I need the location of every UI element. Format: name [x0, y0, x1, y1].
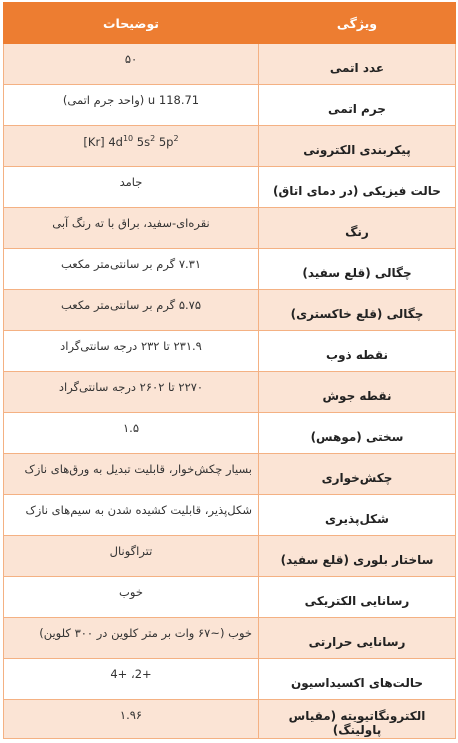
table-row: [4, 536, 456, 577]
property-cell: عدد اتمی: [259, 44, 456, 85]
header-property: ویژگی: [259, 3, 456, 44]
property-cell: حالت‌های اکسیداسیون: [259, 659, 456, 700]
table-row: [4, 495, 456, 536]
description-cell: ۵۰: [4, 44, 259, 85]
property-cell: سختی (موهس): [259, 413, 456, 454]
property-cell: پیکربندی الکترونی: [259, 126, 456, 167]
description-cell: +2، +4: [4, 659, 259, 700]
electron-configuration: [Kr] $4d^{10}$ $5s^2$ $5p^2$: [83, 134, 179, 149]
table-row: [4, 85, 456, 126]
table-row: [4, 700, 456, 739]
table-row: [4, 126, 456, 167]
description-cell: [4, 126, 259, 167]
property-cell: الکترونگاتیویته (مقیاس پاولینگ): [259, 700, 456, 739]
property-cell: چگالی (قلع خاکستری): [259, 290, 456, 331]
property-cell: چگالی (قلع سفید): [259, 249, 456, 290]
table-row: [4, 167, 456, 208]
table-row: [4, 44, 456, 85]
header-description: توضیحات: [4, 3, 259, 44]
property-cell: رسانایی حرارتی: [259, 618, 456, 659]
table-row: [4, 413, 456, 454]
description-cell: نقره‌ای-سفید، براق با ته رنگ آبی: [4, 208, 259, 249]
description-cell: ۵.۷۵ گرم بر سانتی‌متر مکعب: [4, 290, 259, 331]
table-row: [4, 454, 456, 495]
description-cell: ۷.۳۱ گرم بر سانتی‌متر مکعب: [4, 249, 259, 290]
table-row: [4, 577, 456, 618]
description-cell: 118.71 u (واحد جرم اتمی): [4, 85, 259, 126]
header-row: [4, 3, 456, 44]
table-row: [4, 372, 456, 413]
table-row: [4, 290, 456, 331]
table-row: [4, 659, 456, 700]
table-row: [4, 331, 456, 372]
description-cell: بسیار چکش‌خوار، قابلیت تبدیل به ورق‌های نازک: [4, 454, 259, 495]
description-cell: ۱.۵: [4, 413, 259, 454]
description-cell: ۲۳۱.۹ تا ۲۳۲ درجه سانتی‌گراد: [4, 331, 259, 372]
tin-properties-table: [3, 2, 456, 739]
table-row: [4, 618, 456, 659]
property-cell: رسانایی الکتریکی: [259, 577, 456, 618]
property-cell: جرم اتمی: [259, 85, 456, 126]
property-cell: شکل‌پذیری: [259, 495, 456, 536]
property-cell: رنگ: [259, 208, 456, 249]
property-cell: چکش‌خواری: [259, 454, 456, 495]
description-cell: خوب (~۶۷ وات بر متر کلوین در ۳۰۰ کلوین): [4, 618, 259, 659]
table-row: [4, 249, 456, 290]
property-cell: ساختار بلوری (قلع سفید): [259, 536, 456, 577]
description-cell: خوب: [4, 577, 259, 618]
description-cell: ۱.۹۶: [4, 700, 259, 739]
description-cell: تتراگونال: [4, 536, 259, 577]
description-cell: جامد: [4, 167, 259, 208]
description-cell: ۲۲۷۰ تا ۲۶۰۲ درجه سانتی‌گراد: [4, 372, 259, 413]
table-row: [4, 208, 456, 249]
property-cell: حالت فیزیکی (در دمای اتاق): [259, 167, 456, 208]
description-cell: شکل‌پذیر، قابلیت کشیده شدن به سیم‌های نازک: [4, 495, 259, 536]
property-cell: نقطه جوش: [259, 372, 456, 413]
property-cell: نقطه ذوب: [259, 331, 456, 372]
